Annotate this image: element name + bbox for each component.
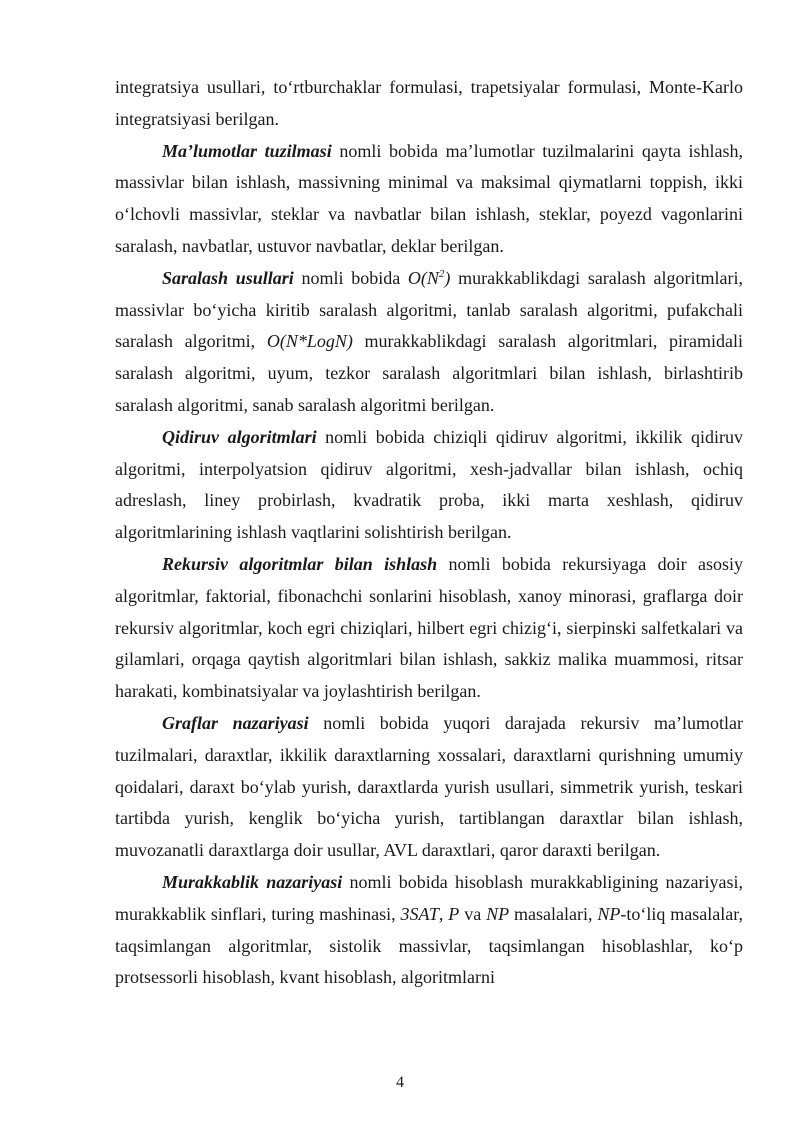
body-text (115, 72, 743, 994)
term-np-complete: NP (597, 903, 621, 924)
complexity-n-log-n: O(N*LogN) (266, 331, 353, 352)
term-np: NP (486, 903, 510, 924)
paragraph-text: , (438, 903, 449, 924)
paragraph-text: va (459, 903, 487, 924)
chapter-title-search-algorithms: Qidiruv algoritmlari (162, 426, 317, 447)
paragraph-text: nomli bobida rekursiyaga doir asosiy algoritmlar, faktorial, fibonachchi sonlarini hisoblash, xanoy minorasi, graflarga doir rekursiv algoritmlar, koch egri chiziqlari, hilbert egri chizig‘i, sierpinski salfetkalari va gilamlari, orqaga qaytish algoritmlari bilan ishlash, sakkiz malika muammosi, ritsar harakati, kombinatsiyalar va joylashtirish berilgan. (115, 553, 743, 702)
paragraph-text: -to‘liq masalalar, taqsimlangan algoritmlar, sistolik massivlar, taqsimlangan hisoblashlar, ko‘p protsessorli hisoblash, kvant hisoblash, algoritmlarni (115, 903, 744, 988)
paragraph-text: nomli bobida chiziqli qidiruv algoritmi, ikkilik qidiruv algoritmi, interpolyatsion qidiruv algoritmi, xesh-jadvallar bilan ishlash, ochiq adreslash, liney probirlash, kvadratik proba, ikki marta xeshlash, qidiruv algoritmlarining ishlash vaqtlarini solishtirish berilgan. (115, 426, 743, 543)
chapter-title-sorting-methods: Saralash usullari (162, 267, 294, 288)
chapter-title-graph-theory: Graflar nazariyasi (162, 712, 309, 733)
complexity-base: O(N (407, 267, 439, 288)
complexity-exponent: 2 (438, 267, 445, 280)
paragraph-recursive-algorithms (115, 549, 743, 708)
paragraph-text: masalalari, (509, 903, 598, 924)
chapter-title-recursive-algorithms: Rekursiv algoritmlar bilan ishlash (162, 553, 438, 574)
paragraph-text: nomli bobida ma’lumotlar tuzilmalarini qayta ishlash, massivlar bilan ishlash, massivning minimal va maksimal qiymatlarni toppish, ikki o‘lchovli massivlar, steklar va navbatlar bilan ishlash, steklar, poyezd vagonlarini saralash, navbatlar, ustuvor navbatlar, deklar berilgan. (115, 140, 744, 256)
complexity-n-squared (408, 268, 451, 288)
paragraph-text: nomli bobida yuqori darajada rekursiv ma’lumotlar tuzilmalari, daraxtlar, ikkilik daraxtlarning xossalari, daraxtlarni qurishning umumiy qoidalari, daraxt bo‘ylab yurish, daraxtlarda yurish usullari, simmetrik yurish, teskari tartibda yurish, kenglik bo‘yicha yurish, tartiblangan daraxtlar bilan ishlash, muvozanatli daraxtlarga doir usullar, AVL daraxtlari, qaror daraxti berilgan. (115, 712, 743, 861)
chapter-title-data-structures: Ma’lumotlar tuzilmasi (162, 140, 332, 161)
paragraph-text: nomli bobida (293, 267, 408, 288)
term-3sat: 3SAT (400, 903, 439, 924)
paragraph-text: nomli bobida hisoblash murakkabligining nazariyasi, murakkablik sinflari, turing mashinasi, (115, 871, 743, 924)
paragraph-text: integratsiya usullari, to‘rtburchaklar formulasi, trapetsiyalar formulasi, Monte-Karlo integratsiyasi berilgan. (115, 77, 743, 129)
chapter-title-complexity-theory: Murakkablik nazariyasi (162, 871, 343, 892)
page-number: 4 (396, 1074, 404, 1091)
paragraph-text: murakkablikdagi saralash algoritmlari, massivlar bo‘yicha kiritib saralash algoritmi, tanlab saralash algoritmi, pufakchali saralash algoritmi, (115, 267, 743, 352)
paragraph-graph-theory (115, 708, 743, 867)
paragraph-sorting-methods (115, 263, 743, 422)
term-p: P (448, 903, 460, 924)
paragraph-integration-end (115, 72, 743, 136)
paragraph-complexity-theory (115, 867, 743, 994)
complexity-close: ) (444, 267, 451, 288)
paragraph-search-algorithms (115, 422, 743, 549)
paragraph-data-structures (115, 136, 743, 263)
paragraph-text: murakkablikdagi saralash algoritmlari, piramidali saralash algoritmi, uyum, tezkor saralash algoritmlari bilan ishlash, birlashtirib saralash algoritmi, sanab saralash algoritmi berilgan. (115, 331, 743, 415)
